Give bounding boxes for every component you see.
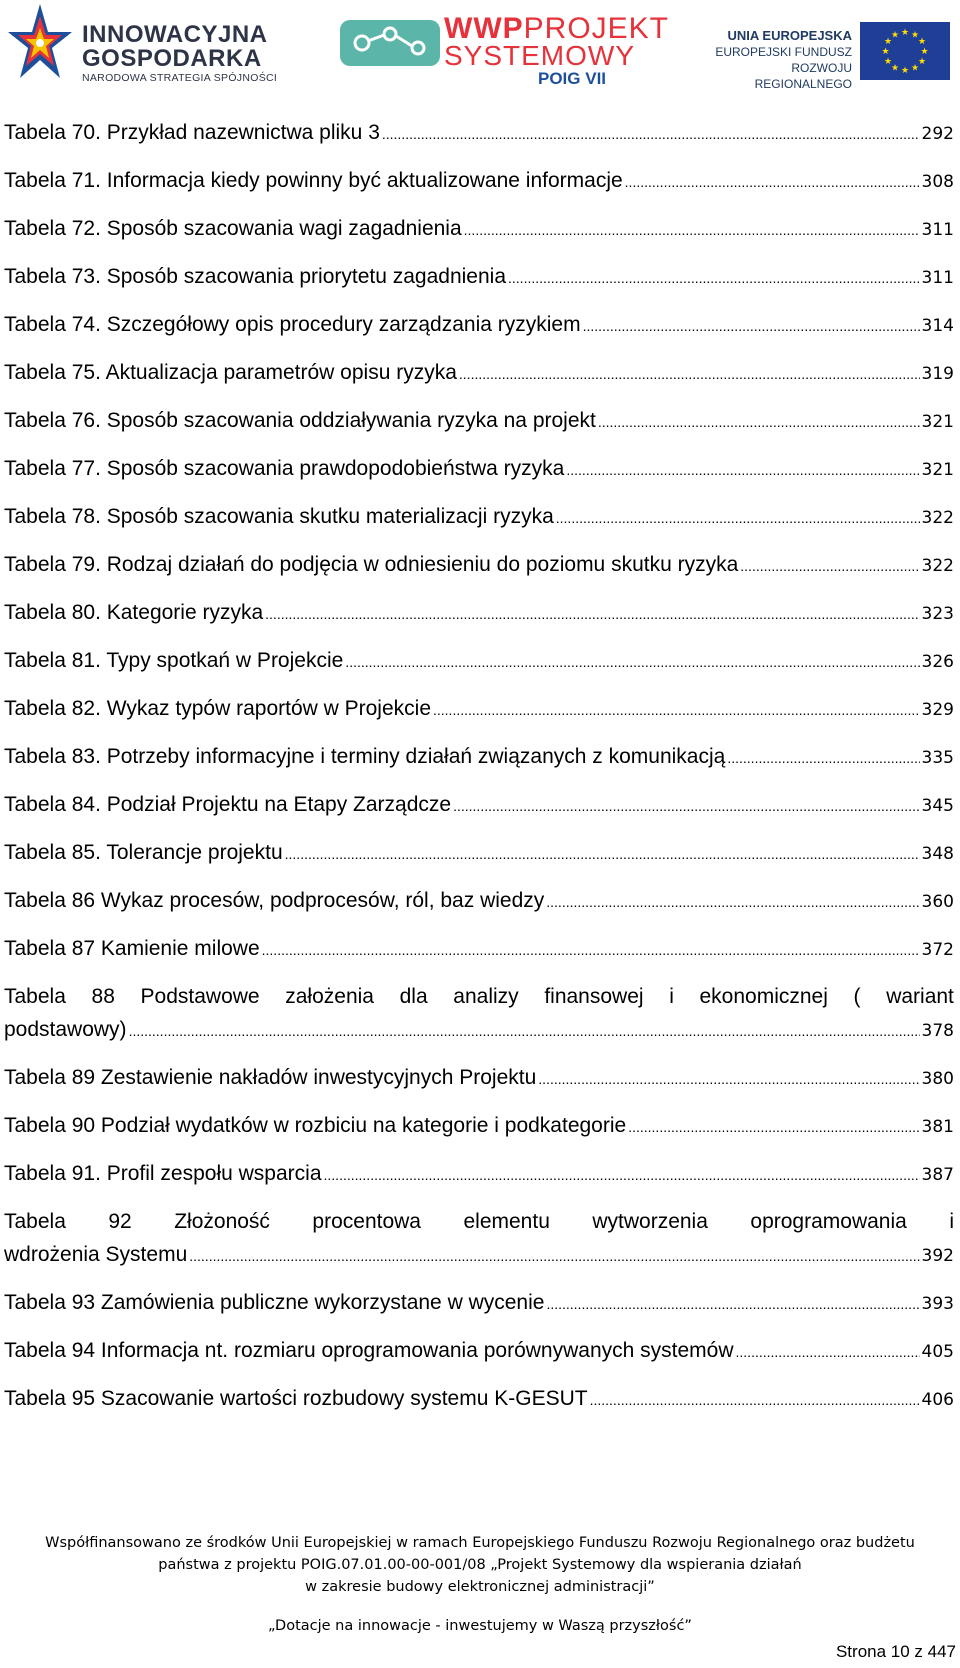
svg-text:★: ★ bbox=[900, 66, 910, 76]
dot-leader bbox=[265, 602, 919, 627]
dot-leader bbox=[453, 794, 919, 819]
toc-entry[interactable] bbox=[4, 216, 954, 241]
ig-line1: INNOWACYJNA bbox=[82, 21, 268, 48]
toc-page: 393 bbox=[921, 1294, 954, 1314]
ue-line2: EUROPEJSKI FUNDUSZ bbox=[715, 45, 852, 59]
toc-word: wariant bbox=[886, 985, 954, 1008]
toc-group-a bbox=[4, 120, 954, 961]
toc-page: 335 bbox=[921, 748, 954, 768]
svg-text:★: ★ bbox=[920, 47, 929, 57]
toc-label: Tabela 73. Sposób szacowania priorytetu zagadnienia bbox=[4, 265, 507, 288]
toc-entry-92-line2 bbox=[4, 1242, 954, 1267]
toc-label: Tabela 81. Typy spotkań w Projekcie bbox=[4, 649, 344, 672]
toc-page: 372 bbox=[921, 940, 954, 960]
toc-page: 319 bbox=[921, 364, 954, 384]
toc-word: i bbox=[669, 985, 674, 1008]
svg-text:★: ★ bbox=[883, 57, 893, 67]
toc-entry[interactable] bbox=[4, 1113, 954, 1138]
toc-entry[interactable] bbox=[4, 1161, 954, 1186]
svg-text:★: ★ bbox=[890, 63, 900, 74]
dot-leader bbox=[546, 890, 919, 915]
dot-leader bbox=[628, 1115, 919, 1140]
footer-motto: „Dotacje na innowacje - inwestujemy w Waszą przyszłość” bbox=[268, 1618, 692, 1634]
footer-line2: państwa z projektu POIG.07.01.00-00-001/08 „Projekt Systemowy dla wspierania działań bbox=[158, 1557, 802, 1573]
toc-page: 321 bbox=[921, 460, 954, 480]
toc-word: analizy bbox=[453, 985, 519, 1008]
dot-leader bbox=[508, 266, 920, 291]
toc-page: 392 bbox=[921, 1246, 954, 1266]
toc-label: Tabela 77. Sposób szacowania prawdopodobieństwa ryzyka bbox=[4, 457, 565, 480]
dot-leader bbox=[598, 410, 920, 435]
toc-word: Podstawowe bbox=[140, 985, 260, 1008]
toc-word: założenia bbox=[285, 985, 374, 1008]
toc-entry[interactable] bbox=[4, 264, 954, 289]
ue-text bbox=[694, 28, 852, 92]
toc-word: Złożoność bbox=[174, 1210, 270, 1233]
ig-line2: GOSPODARKA bbox=[82, 45, 262, 72]
toc-entry[interactable] bbox=[4, 1290, 954, 1315]
dot-leader bbox=[625, 170, 920, 195]
toc-page: 345 bbox=[921, 796, 954, 816]
toc-group-c bbox=[4, 1290, 954, 1411]
svg-text:★: ★ bbox=[917, 37, 927, 47]
toc-page: 405 bbox=[921, 1342, 954, 1362]
toc-label: Tabela 89 Zestawienie nakładów inwestycyjnych Projektu bbox=[4, 1066, 537, 1089]
toc-entry[interactable] bbox=[4, 648, 954, 673]
toc-label: Tabela 83. Potrzeby informacyjne i terminy działań związanych z komunikacją bbox=[4, 745, 726, 768]
toc-entry[interactable] bbox=[4, 936, 954, 961]
wwp-projekt-systemowy-logo bbox=[340, 12, 670, 88]
cofinancing-footer bbox=[0, 1532, 960, 1598]
toc-label: Tabela 74. Szczegółowy opis procedury zarządzania ryzykiem bbox=[4, 313, 581, 336]
eu-flag-icon bbox=[860, 22, 950, 80]
toc-entry[interactable] bbox=[4, 888, 954, 913]
toc-entry-92-line1 bbox=[4, 1209, 954, 1234]
toc-page: 322 bbox=[921, 556, 954, 576]
toc-label: Tabela 80. Kategorie ryzyka bbox=[4, 601, 264, 624]
toc-entry[interactable] bbox=[4, 840, 954, 865]
toc-entry[interactable] bbox=[4, 168, 954, 193]
toc-label: Tabela 93 Zamówienia publiczne wykorzystane w wycenie bbox=[4, 1291, 545, 1314]
toc-word: finansowej bbox=[544, 985, 644, 1008]
toc-page: 323 bbox=[921, 604, 954, 624]
toc-page: 381 bbox=[921, 1117, 954, 1137]
toc-word: ekonomicznej bbox=[699, 985, 828, 1008]
toc-page: 308 bbox=[921, 172, 954, 192]
svg-text:★: ★ bbox=[881, 47, 890, 57]
toc-entry[interactable] bbox=[4, 312, 954, 337]
dot-leader bbox=[464, 218, 920, 243]
toc-page: 380 bbox=[921, 1069, 954, 1089]
toc-word: dla bbox=[399, 985, 428, 1008]
toc-entry[interactable] bbox=[4, 552, 954, 577]
toc-entry[interactable] bbox=[4, 792, 954, 817]
svg-text:★: ★ bbox=[900, 28, 910, 38]
dot-leader bbox=[556, 506, 920, 531]
dot-leader bbox=[459, 362, 920, 387]
dot-leader bbox=[740, 554, 919, 579]
svg-text:★: ★ bbox=[917, 57, 927, 67]
toc-entry[interactable] bbox=[4, 408, 954, 433]
svg-text:★: ★ bbox=[910, 30, 920, 41]
toc-word: Tabela bbox=[4, 985, 66, 1008]
dot-leader bbox=[583, 314, 920, 339]
toc-entry[interactable] bbox=[4, 120, 954, 145]
wwp-systemowy: SYSTEMOWY bbox=[444, 40, 636, 71]
dot-leader bbox=[727, 746, 919, 771]
svg-text:★: ★ bbox=[883, 37, 893, 47]
toc-label: Tabela 95 Szacowanie wartości rozbudowy systemu K-GESUT bbox=[4, 1387, 588, 1410]
toc-entry-92[interactable] bbox=[4, 1209, 954, 1267]
toc-label: Tabela 84. Podział Projektu na Etapy Zarządcze bbox=[4, 793, 452, 816]
toc-label: Tabela 90 Podział wydatków w rozbiciu na kategorie i podkategorie bbox=[4, 1114, 627, 1137]
toc-label: Tabela 78. Sposób szacowania skutku materializacji ryzyka bbox=[4, 505, 554, 528]
toc-word: elementu bbox=[463, 1210, 550, 1233]
toc-label: Tabela 91. Profil zespołu wsparcia bbox=[4, 1162, 322, 1185]
toc-entry-88-line1 bbox=[4, 984, 954, 1009]
toc-word: wytworzenia bbox=[592, 1210, 708, 1233]
toc-page: 292 bbox=[921, 124, 954, 144]
toc-label: Tabela 79. Rodzaj działań do podjęcia w odniesieniu do poziomu skutku ryzyka bbox=[4, 553, 739, 576]
page-number: Strona 10 z 447 bbox=[835, 1642, 956, 1661]
toc-label: Tabela 85. Tolerancje projektu bbox=[4, 841, 283, 864]
toc-page: 321 bbox=[921, 412, 954, 432]
dot-leader bbox=[590, 1388, 920, 1413]
ig-line3: NARODOWA STRATEGIA SPÓJNOŚCI bbox=[82, 72, 278, 84]
dot-leader bbox=[566, 458, 919, 483]
toc-label: Tabela 82. Wykaz typów raportów w Projekcie bbox=[4, 697, 431, 720]
dot-leader bbox=[546, 1292, 919, 1317]
toc-page: 348 bbox=[921, 844, 954, 864]
innowacyjna-gospodarka-logo bbox=[6, 2, 286, 92]
toc-word: 88 bbox=[91, 985, 115, 1008]
toc-entry[interactable] bbox=[4, 456, 954, 481]
toc-label: Tabela 94 Informacja nt. rozmiaru oprogramowania porównywanych systemów bbox=[4, 1339, 734, 1362]
toc-page: 311 bbox=[921, 220, 954, 240]
toc-entry[interactable] bbox=[4, 504, 954, 529]
wwp-projekt: PROJEKT bbox=[523, 12, 670, 45]
dot-leader bbox=[324, 1163, 920, 1188]
toc-group-b bbox=[4, 1065, 954, 1186]
toc-page: 322 bbox=[921, 508, 954, 528]
dot-leader bbox=[382, 122, 920, 147]
toc-label: Tabela 72. Sposób szacowania wagi zagadnienia bbox=[4, 217, 462, 240]
toc-entry[interactable] bbox=[4, 744, 954, 769]
ue-line3: ROZWOJU REGIONALNEGO bbox=[754, 61, 852, 91]
toc-word: i bbox=[949, 1210, 954, 1233]
wwp-projekt-rest: ROJEKT bbox=[544, 12, 670, 45]
unia-europejska-logo bbox=[694, 18, 952, 91]
svg-text:★: ★ bbox=[910, 63, 920, 74]
dot-leader bbox=[736, 1340, 920, 1365]
toc-word: ( bbox=[853, 985, 861, 1008]
dot-leader bbox=[189, 1244, 919, 1269]
toc-page: 387 bbox=[921, 1165, 954, 1185]
toc-label: Tabela 76. Sposób szacowania oddziaływania ryzyka na projekt bbox=[4, 409, 596, 432]
dot-leader bbox=[285, 842, 920, 867]
list-of-tables bbox=[4, 120, 954, 1434]
toc-word: oprogramowania bbox=[750, 1210, 907, 1233]
dot-leader bbox=[538, 1067, 919, 1092]
dot-leader bbox=[345, 650, 919, 675]
dot-leader bbox=[129, 1019, 920, 1044]
svg-text:★: ★ bbox=[890, 30, 900, 41]
footer-line3: w zakresie budowy elektronicznej administracji” bbox=[305, 1579, 655, 1595]
toc-page: 311 bbox=[921, 268, 954, 288]
toc-entry[interactable] bbox=[4, 600, 954, 625]
toc-label: Tabela 70. Przykład nazewnictwa pliku 3 bbox=[4, 121, 380, 144]
toc-label: Tabela 87 Kamienie milowe bbox=[4, 937, 260, 960]
toc-entry[interactable] bbox=[4, 1065, 954, 1090]
toc-label: Tabela 71. Informacja kiedy powinny być aktualizowane informacje bbox=[4, 169, 623, 192]
dot-leader bbox=[262, 938, 920, 963]
dot-leader bbox=[433, 698, 920, 723]
network-badge-icon bbox=[340, 20, 440, 66]
toc-label: wdrożenia Systemu bbox=[4, 1243, 188, 1266]
toc-entry-88[interactable] bbox=[4, 984, 954, 1042]
ue-line1: UNIA EUROPEJSKA bbox=[727, 28, 852, 43]
toc-word: 92 bbox=[108, 1210, 132, 1233]
wwp-acronym: WWP bbox=[444, 12, 524, 45]
toc-entry-88-line2 bbox=[4, 1017, 954, 1042]
toc-entry[interactable] bbox=[4, 696, 954, 721]
toc-label: Tabela 86 Wykaz procesów, podprocesów, ról, baz wiedzy bbox=[4, 889, 545, 912]
wwp-poig: POIG VII bbox=[538, 69, 607, 88]
toc-label: Tabela 75. Aktualizacja parametrów opisu ryzyka bbox=[4, 361, 457, 384]
toc-page: 329 bbox=[921, 700, 954, 720]
toc-page: 406 bbox=[921, 1390, 954, 1410]
star-emblem-icon bbox=[6, 2, 74, 90]
toc-page: 360 bbox=[921, 892, 954, 912]
toc-word: procentowa bbox=[312, 1210, 421, 1233]
toc-word: Tabela bbox=[4, 1210, 66, 1233]
toc-page: 326 bbox=[921, 652, 954, 672]
toc-entry[interactable] bbox=[4, 1386, 954, 1411]
footer-line1: Współfinansowano ze środków Unii Europejskiej w ramach Europejskiego Funduszu Rozwoju Regionalnego oraz budżetu bbox=[45, 1535, 915, 1551]
toc-entry[interactable] bbox=[4, 360, 954, 385]
toc-page: 378 bbox=[921, 1021, 954, 1041]
toc-page: 314 bbox=[921, 316, 954, 336]
toc-label: podstawowy) bbox=[4, 1018, 127, 1041]
toc-entry[interactable] bbox=[4, 1338, 954, 1363]
